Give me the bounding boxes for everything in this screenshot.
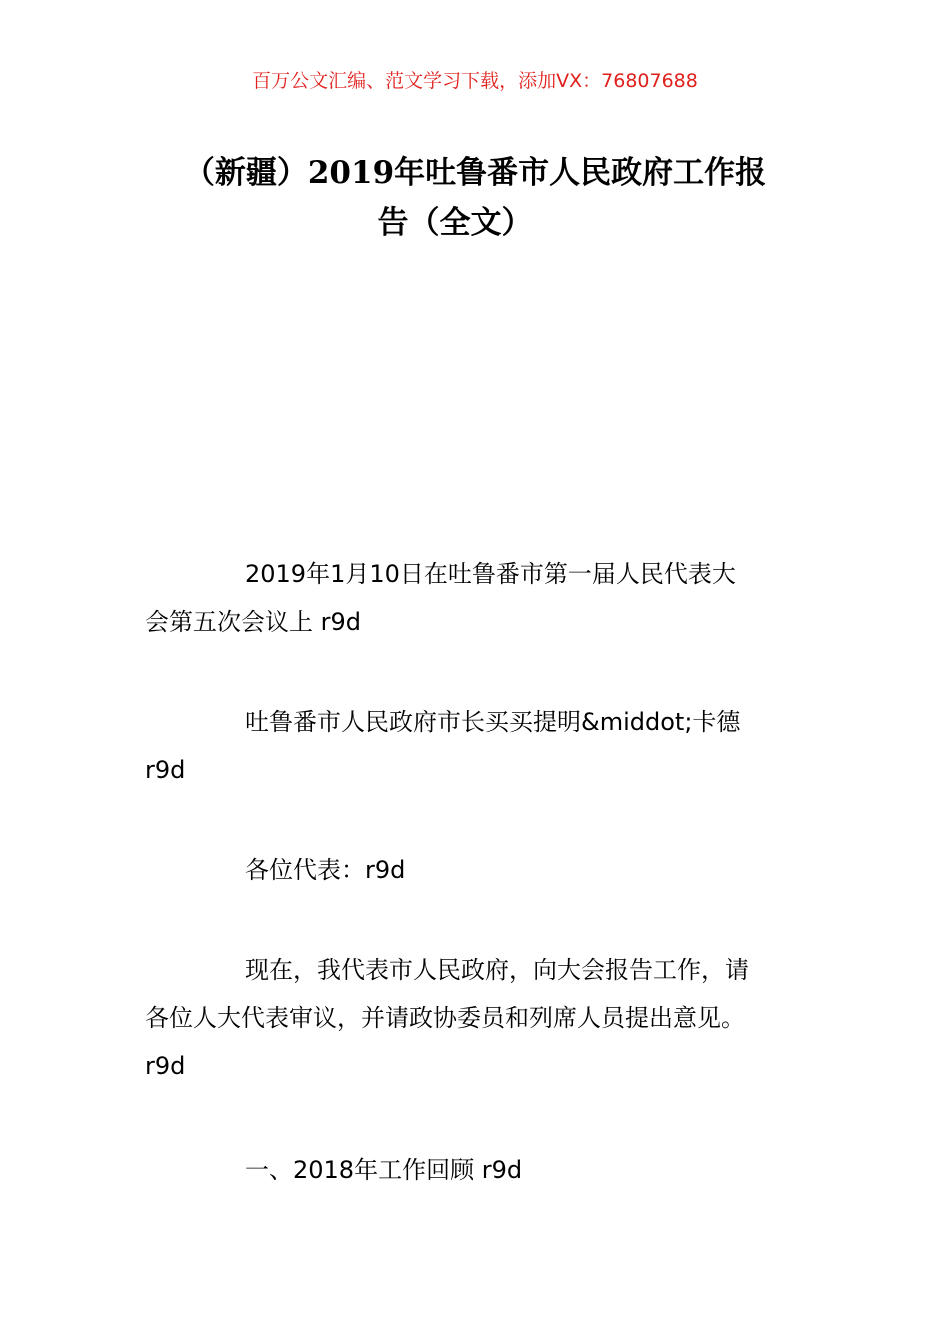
paragraph-introduction-line-1: 现在，我代表市人民政府，向大会报告工作，请 <box>245 956 749 984</box>
document-title-line-1: （新疆）2019年吐鲁番市人民政府工作报 <box>183 155 767 191</box>
paragraph-introduction-line-2: 各位人大代表审议，并请政协委员和列席人员提出意见。 <box>145 1004 745 1032</box>
paragraph-introduction-line-3: r9d <box>145 1052 186 1080</box>
paragraph-salutation <box>145 846 815 894</box>
paragraph-meeting-info-line-2: 会第五次会议上 r9d <box>145 608 361 636</box>
paragraph-speaker-line-2: r9d <box>145 756 186 784</box>
paragraph-speaker-line-1: 吐鲁番市人民政府市长买买提明&middot;卡德 <box>245 708 741 736</box>
watermark-header: 百万公文汇编、范文学习下载，添加VX：76807688 <box>252 70 698 92</box>
section-heading-review <box>145 1146 815 1194</box>
document-title-line-2: 告（全文） <box>377 205 533 241</box>
paragraph-introduction <box>145 946 815 1090</box>
paragraph-salutation-line-1: 各位代表：r9d <box>245 856 406 884</box>
paragraph-meeting-info <box>145 550 815 646</box>
section-heading-review-line-1: 一、2018年工作回顾 r9d <box>245 1156 523 1184</box>
paragraph-speaker <box>145 698 815 794</box>
document-title <box>0 148 950 248</box>
paragraph-meeting-info-line-1: 2019年1月10日在吐鲁番市第一届人民代表大 <box>245 560 736 588</box>
